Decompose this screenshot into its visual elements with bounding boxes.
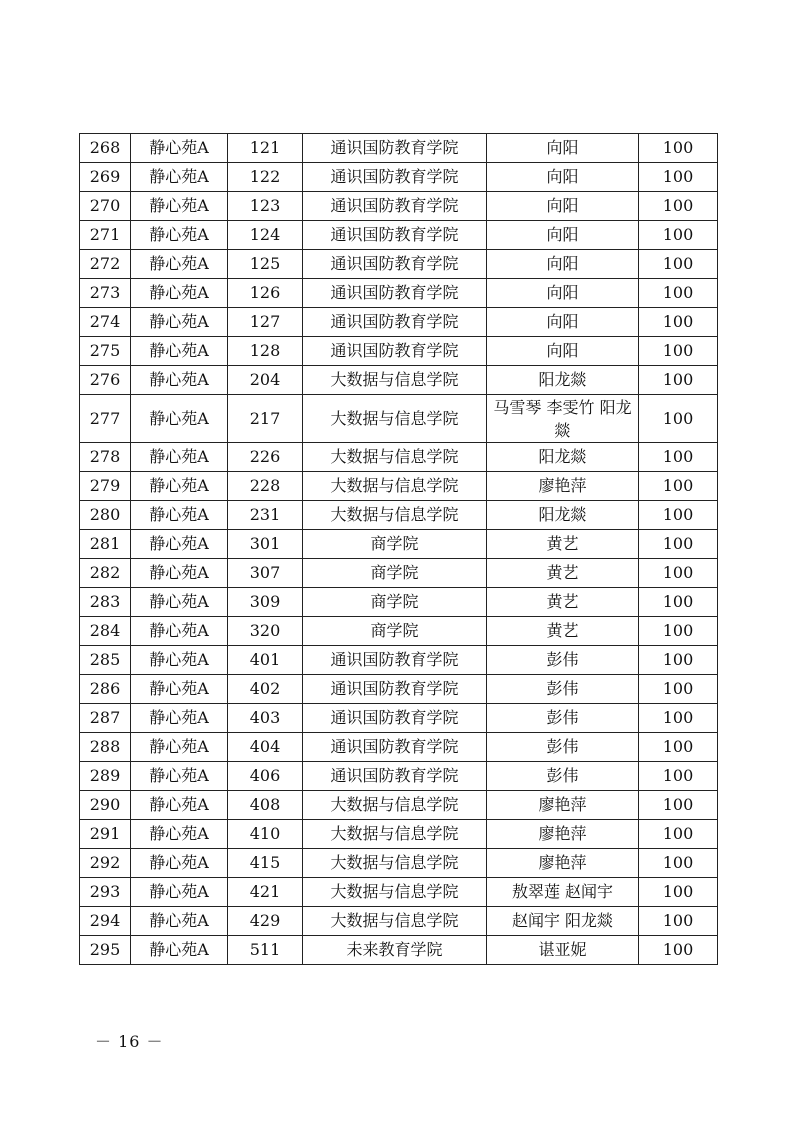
cell-number: 278 <box>80 443 131 472</box>
cell-room: 402 <box>228 675 303 704</box>
cell-score: 100 <box>639 279 718 308</box>
cell-room: 125 <box>228 250 303 279</box>
cell-building: 静心苑A <box>131 936 228 965</box>
cell-score: 100 <box>639 617 718 646</box>
cell-college: 通识国防教育学院 <box>303 733 487 762</box>
cell-score: 100 <box>639 308 718 337</box>
table-row <box>80 617 718 646</box>
cell-number: 287 <box>80 704 131 733</box>
cell-person: 敖翠莲 赵闻宇 <box>487 878 639 907</box>
table-row <box>80 134 718 163</box>
cell-building: 静心苑A <box>131 395 228 443</box>
table-row <box>80 849 718 878</box>
cell-number: 275 <box>80 337 131 366</box>
cell-number: 271 <box>80 221 131 250</box>
cell-building: 静心苑A <box>131 163 228 192</box>
table-row <box>80 192 718 221</box>
cell-building: 静心苑A <box>131 221 228 250</box>
cell-building: 静心苑A <box>131 878 228 907</box>
cell-college: 通识国防教育学院 <box>303 221 487 250</box>
table-body <box>80 134 718 965</box>
table-row <box>80 588 718 617</box>
cell-room: 511 <box>228 936 303 965</box>
cell-person: 廖艳萍 <box>487 820 639 849</box>
cell-person: 向阳 <box>487 134 639 163</box>
table-row <box>80 820 718 849</box>
cell-building: 静心苑A <box>131 675 228 704</box>
cell-person: 向阳 <box>487 279 639 308</box>
cell-college: 大数据与信息学院 <box>303 395 487 443</box>
cell-building: 静心苑A <box>131 192 228 221</box>
cell-building: 静心苑A <box>131 443 228 472</box>
cell-person: 黄艺 <box>487 559 639 588</box>
cell-room: 122 <box>228 163 303 192</box>
cell-number: 289 <box>80 762 131 791</box>
cell-room: 121 <box>228 134 303 163</box>
cell-number: 283 <box>80 588 131 617</box>
cell-person: 向阳 <box>487 337 639 366</box>
cell-score: 100 <box>639 762 718 791</box>
cell-room: 301 <box>228 530 303 559</box>
cell-college: 通识国防教育学院 <box>303 337 487 366</box>
cell-person: 彭伟 <box>487 646 639 675</box>
cell-person: 向阳 <box>487 221 639 250</box>
cell-score: 100 <box>639 588 718 617</box>
cell-number: 269 <box>80 163 131 192</box>
cell-score: 100 <box>639 646 718 675</box>
cell-building: 静心苑A <box>131 366 228 395</box>
cell-number: 272 <box>80 250 131 279</box>
cell-college: 大数据与信息学院 <box>303 849 487 878</box>
cell-number: 277 <box>80 395 131 443</box>
cell-person: 廖艳萍 <box>487 791 639 820</box>
cell-room: 228 <box>228 472 303 501</box>
cell-building: 静心苑A <box>131 250 228 279</box>
cell-score: 100 <box>639 366 718 395</box>
cell-person: 彭伟 <box>487 675 639 704</box>
table-row <box>80 337 718 366</box>
cell-person: 彭伟 <box>487 704 639 733</box>
cell-score: 100 <box>639 472 718 501</box>
cell-college: 通识国防教育学院 <box>303 134 487 163</box>
cell-room: 124 <box>228 221 303 250</box>
cell-number: 285 <box>80 646 131 675</box>
table-row <box>80 395 718 443</box>
cell-room: 320 <box>228 617 303 646</box>
cell-person: 黄艺 <box>487 530 639 559</box>
cell-score: 100 <box>639 559 718 588</box>
cell-person: 向阳 <box>487 308 639 337</box>
cell-room: 415 <box>228 849 303 878</box>
cell-number: 295 <box>80 936 131 965</box>
cell-person: 马雪琴 李雯竹 阳龙燚 <box>487 395 639 443</box>
cell-college: 大数据与信息学院 <box>303 878 487 907</box>
cell-college: 通识国防教育学院 <box>303 762 487 791</box>
cell-number: 281 <box>80 530 131 559</box>
cell-person: 向阳 <box>487 163 639 192</box>
cell-person: 廖艳萍 <box>487 849 639 878</box>
table-row <box>80 762 718 791</box>
cell-number: 268 <box>80 134 131 163</box>
table-row <box>80 221 718 250</box>
cell-room: 421 <box>228 878 303 907</box>
cell-room: 429 <box>228 907 303 936</box>
cell-college: 通识国防教育学院 <box>303 163 487 192</box>
cell-score: 100 <box>639 395 718 443</box>
cell-number: 293 <box>80 878 131 907</box>
cell-building: 静心苑A <box>131 134 228 163</box>
cell-college: 通识国防教育学院 <box>303 704 487 733</box>
cell-college: 通识国防教育学院 <box>303 646 487 675</box>
table-row <box>80 163 718 192</box>
table-row <box>80 936 718 965</box>
cell-number: 274 <box>80 308 131 337</box>
cell-college: 大数据与信息学院 <box>303 501 487 530</box>
cell-college: 大数据与信息学院 <box>303 820 487 849</box>
table-row <box>80 472 718 501</box>
cell-college: 大数据与信息学院 <box>303 366 487 395</box>
cell-score: 100 <box>639 820 718 849</box>
cell-room: 126 <box>228 279 303 308</box>
cell-college: 大数据与信息学院 <box>303 443 487 472</box>
table-row <box>80 366 718 395</box>
cell-college: 未来教育学院 <box>303 936 487 965</box>
table-row <box>80 250 718 279</box>
cell-person: 黄艺 <box>487 617 639 646</box>
cell-college: 通识国防教育学院 <box>303 192 487 221</box>
cell-college: 大数据与信息学院 <box>303 907 487 936</box>
cell-number: 288 <box>80 733 131 762</box>
cell-college: 大数据与信息学院 <box>303 791 487 820</box>
cell-number: 294 <box>80 907 131 936</box>
cell-score: 100 <box>639 675 718 704</box>
cell-score: 100 <box>639 337 718 366</box>
table-row <box>80 308 718 337</box>
cell-building: 静心苑A <box>131 337 228 366</box>
cell-score: 100 <box>639 163 718 192</box>
cell-number: 290 <box>80 791 131 820</box>
cell-building: 静心苑A <box>131 530 228 559</box>
cell-person: 黄艺 <box>487 588 639 617</box>
cell-college: 通识国防教育学院 <box>303 279 487 308</box>
table-row <box>80 443 718 472</box>
cell-score: 100 <box>639 443 718 472</box>
cell-person: 赵闻宇 阳龙燚 <box>487 907 639 936</box>
cell-building: 静心苑A <box>131 472 228 501</box>
cell-building: 静心苑A <box>131 279 228 308</box>
cell-score: 100 <box>639 791 718 820</box>
page-number: － 16 － <box>95 1032 164 1051</box>
cell-college: 通识国防教育学院 <box>303 250 487 279</box>
cell-building: 静心苑A <box>131 791 228 820</box>
cell-room: 406 <box>228 762 303 791</box>
table-row <box>80 675 718 704</box>
cell-score: 100 <box>639 250 718 279</box>
cell-number: 286 <box>80 675 131 704</box>
cell-person: 谌亚妮 <box>487 936 639 965</box>
cell-person: 向阳 <box>487 250 639 279</box>
cell-building: 静心苑A <box>131 308 228 337</box>
cell-score: 100 <box>639 733 718 762</box>
cell-college: 通识国防教育学院 <box>303 675 487 704</box>
cell-score: 100 <box>639 936 718 965</box>
cell-building: 静心苑A <box>131 501 228 530</box>
cell-building: 静心苑A <box>131 588 228 617</box>
cell-room: 226 <box>228 443 303 472</box>
cell-building: 静心苑A <box>131 733 228 762</box>
cell-score: 100 <box>639 878 718 907</box>
cell-room: 217 <box>228 395 303 443</box>
cell-building: 静心苑A <box>131 820 228 849</box>
cell-room: 404 <box>228 733 303 762</box>
cell-building: 静心苑A <box>131 849 228 878</box>
table-row <box>80 733 718 762</box>
table-row <box>80 559 718 588</box>
cell-number: 282 <box>80 559 131 588</box>
cell-building: 静心苑A <box>131 907 228 936</box>
cell-college: 通识国防教育学院 <box>303 308 487 337</box>
cell-room: 307 <box>228 559 303 588</box>
table-row <box>80 279 718 308</box>
cell-building: 静心苑A <box>131 646 228 675</box>
cell-person: 阳龙燚 <box>487 366 639 395</box>
cell-number: 292 <box>80 849 131 878</box>
cell-room: 123 <box>228 192 303 221</box>
cell-building: 静心苑A <box>131 617 228 646</box>
cell-score: 100 <box>639 704 718 733</box>
cell-score: 100 <box>639 134 718 163</box>
cell-score: 100 <box>639 221 718 250</box>
table-row <box>80 907 718 936</box>
cell-score: 100 <box>639 849 718 878</box>
cell-person: 向阳 <box>487 192 639 221</box>
cell-room: 128 <box>228 337 303 366</box>
cell-college: 商学院 <box>303 559 487 588</box>
cell-room: 309 <box>228 588 303 617</box>
cell-person: 彭伟 <box>487 762 639 791</box>
cell-number: 273 <box>80 279 131 308</box>
dormitory-score-table <box>79 133 718 965</box>
table-row <box>80 704 718 733</box>
cell-building: 静心苑A <box>131 559 228 588</box>
table-row <box>80 646 718 675</box>
table-row <box>80 530 718 559</box>
cell-college: 商学院 <box>303 530 487 559</box>
cell-college: 商学院 <box>303 617 487 646</box>
cell-room: 231 <box>228 501 303 530</box>
cell-score: 100 <box>639 192 718 221</box>
cell-room: 410 <box>228 820 303 849</box>
cell-room: 408 <box>228 791 303 820</box>
table-row <box>80 791 718 820</box>
cell-room: 401 <box>228 646 303 675</box>
cell-college: 大数据与信息学院 <box>303 472 487 501</box>
cell-number: 291 <box>80 820 131 849</box>
cell-number: 276 <box>80 366 131 395</box>
cell-room: 403 <box>228 704 303 733</box>
cell-person: 彭伟 <box>487 733 639 762</box>
cell-number: 280 <box>80 501 131 530</box>
cell-room: 204 <box>228 366 303 395</box>
cell-score: 100 <box>639 907 718 936</box>
cell-score: 100 <box>639 530 718 559</box>
cell-building: 静心苑A <box>131 762 228 791</box>
cell-building: 静心苑A <box>131 704 228 733</box>
cell-room: 127 <box>228 308 303 337</box>
cell-score: 100 <box>639 501 718 530</box>
cell-person: 阳龙燚 <box>487 501 639 530</box>
cell-person: 廖艳萍 <box>487 472 639 501</box>
table-row <box>80 878 718 907</box>
table-row <box>80 501 718 530</box>
cell-college: 商学院 <box>303 588 487 617</box>
cell-number: 279 <box>80 472 131 501</box>
cell-person: 阳龙燚 <box>487 443 639 472</box>
cell-number: 270 <box>80 192 131 221</box>
cell-number: 284 <box>80 617 131 646</box>
